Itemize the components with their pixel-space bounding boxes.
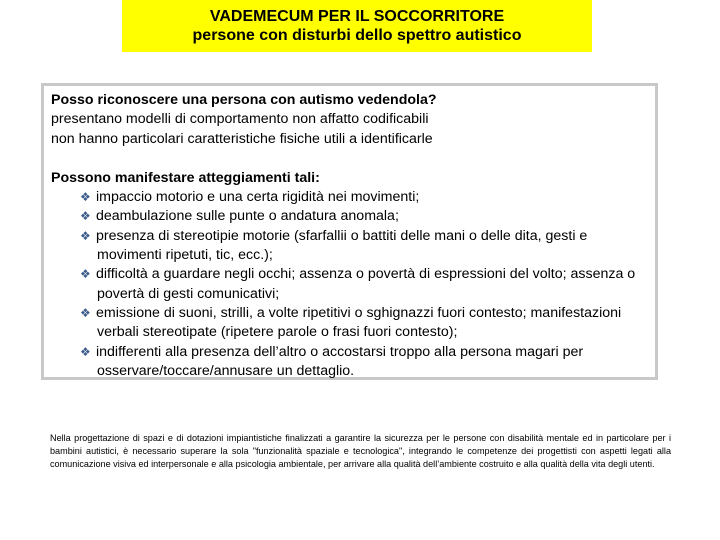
list-item-text: emissione di suoni, strilli, a volte ripetitivi o sghignazzi fuori contesto; manifestazioni verbali stereotipate (ripetere parole o frasi fuori contesto);: [96, 304, 622, 341]
list-item: [51, 265, 648, 304]
list-item-text: impaccio motorio e una certa rigidità nei movimenti;: [96, 189, 420, 206]
list-item-text: indifferenti alla presenza dell’altro o accostarsi troppo alla persona magari per osservare/toccare/annusare un dettaglio.: [96, 343, 584, 379]
question-heading: Posso riconoscere una persona con autismo vedendola?: [51, 92, 437, 108]
title-line-2: persone con disturbi dello spettro autistico: [192, 27, 522, 44]
section-heading: Possono manifestare atteggiamenti tali:: [51, 169, 320, 186]
diamond-bullet-icon: ❖: [80, 344, 91, 359]
diamond-bullet-icon: ❖: [80, 228, 91, 243]
title-line-1: VADEMECUM PER IL SOCCORRITORE: [209, 8, 505, 25]
list-item: [51, 304, 648, 343]
content-panel: [41, 83, 658, 380]
list-item: [51, 188, 648, 207]
list-item: [51, 227, 648, 266]
list-item: [51, 207, 648, 226]
intro-line: presentano modelli di comportamento non affatto codificabili: [51, 111, 429, 128]
intro-line: non hanno particolari caratteristiche fisiche utili a identificarle: [51, 130, 433, 147]
list-item-text: deambulazione sulle punte o andatura anomala;: [96, 208, 399, 225]
diamond-bullet-icon: ❖: [80, 209, 91, 224]
diamond-bullet-icon: ❖: [80, 267, 91, 282]
footnote: Nella progettazione di spazi e di dotazioni impiantistiche finalizzati a garantire la sicurezza per le persone con disabilità mentale ed in particolare per i bambini autistici, è necessario superare la sola "funzionalità spaziale e tecnologica", integrando le competenze dei progettisti con aspetti legati alla comunicazione visiva ed interpersonale e alla psicologia ambientale, per arrivare alla qualità dell’ambiente costruito e alla qualità della vita degli utenti.: [50, 433, 671, 469]
title-banner: [122, 0, 592, 52]
list-item: [51, 343, 648, 382]
diamond-bullet-icon: ❖: [80, 190, 91, 205]
diamond-bullet-icon: ❖: [80, 305, 91, 320]
list-item-text: difficoltà a guardare negli occhi; assenza o povertà di espressioni del volto; assenza o povertà di gesti comunicativi;: [96, 266, 636, 302]
list-item-text: presenza di stereotipie motorie (sfarfallii o battiti delle mani o delle dita, gesti e movimenti ripetuti, tic, ecc.);: [96, 227, 588, 264]
